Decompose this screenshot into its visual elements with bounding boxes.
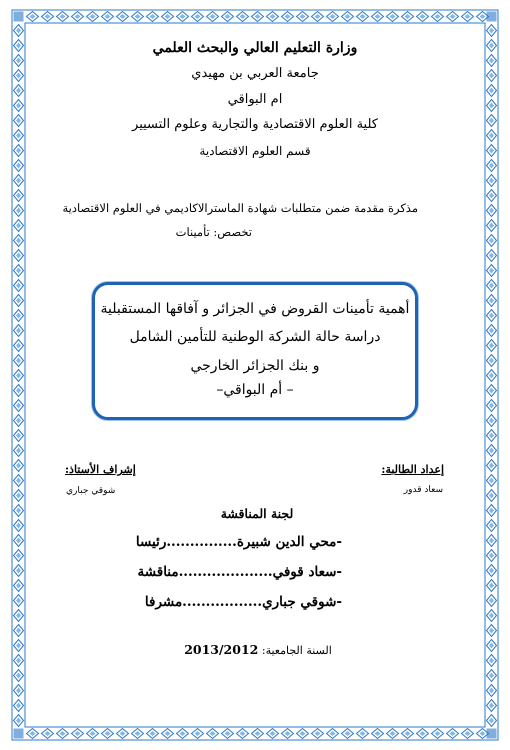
title-line-4: – أم البواقي– bbox=[216, 382, 294, 398]
title-line-1: أهمية تأمينات القروض في الجزائر و آفاقها المستقبلية bbox=[100, 301, 410, 317]
committee-member-3: -شوقي جباري.................مشرفا bbox=[144, 594, 342, 610]
specialization: تخصص: تأمينات bbox=[175, 225, 252, 239]
prepared-by-label: إعداد الطالبة: bbox=[381, 463, 444, 476]
committee-member-1: -محي الدين شبيرة...............رئيسا bbox=[135, 534, 342, 550]
committee-heading: لجنة المناقشة bbox=[220, 506, 294, 521]
city-name: ام البواقي bbox=[227, 92, 283, 107]
title-line-2: دراسة حالة الشركة الوطنية للتأمين الشامل bbox=[129, 329, 381, 345]
memo-description: مذكرة مقدمة ضمن متطلبات شهادة الماسترالاكاديمي في العلوم الاقتصادية bbox=[62, 201, 418, 215]
faculty-name: كلية العلوم الاقتصادية والتجارية وعلوم التسيير bbox=[132, 117, 378, 132]
department-name: قسم العلوم الاقتصادية bbox=[199, 144, 311, 158]
university-name: جامعة العربي بن مهيدي bbox=[191, 66, 319, 81]
supervisor-label: إشراف الأستاذ: bbox=[65, 463, 136, 476]
supervisor-name: شوقي جباري bbox=[66, 486, 116, 496]
thesis-title-box bbox=[92, 282, 418, 420]
ministry-name: وزارة التعليم العالي والبحث العلمي bbox=[152, 40, 358, 56]
student-name: سعاد قدور bbox=[403, 485, 443, 495]
committee-member-2: -سعاد قوفي....................مناقشة bbox=[137, 564, 342, 580]
academic-year: السنة الجامعية: 2013/2012 bbox=[184, 642, 332, 657]
title-line-3: و بنك الجزائر الخارجي bbox=[190, 358, 320, 374]
